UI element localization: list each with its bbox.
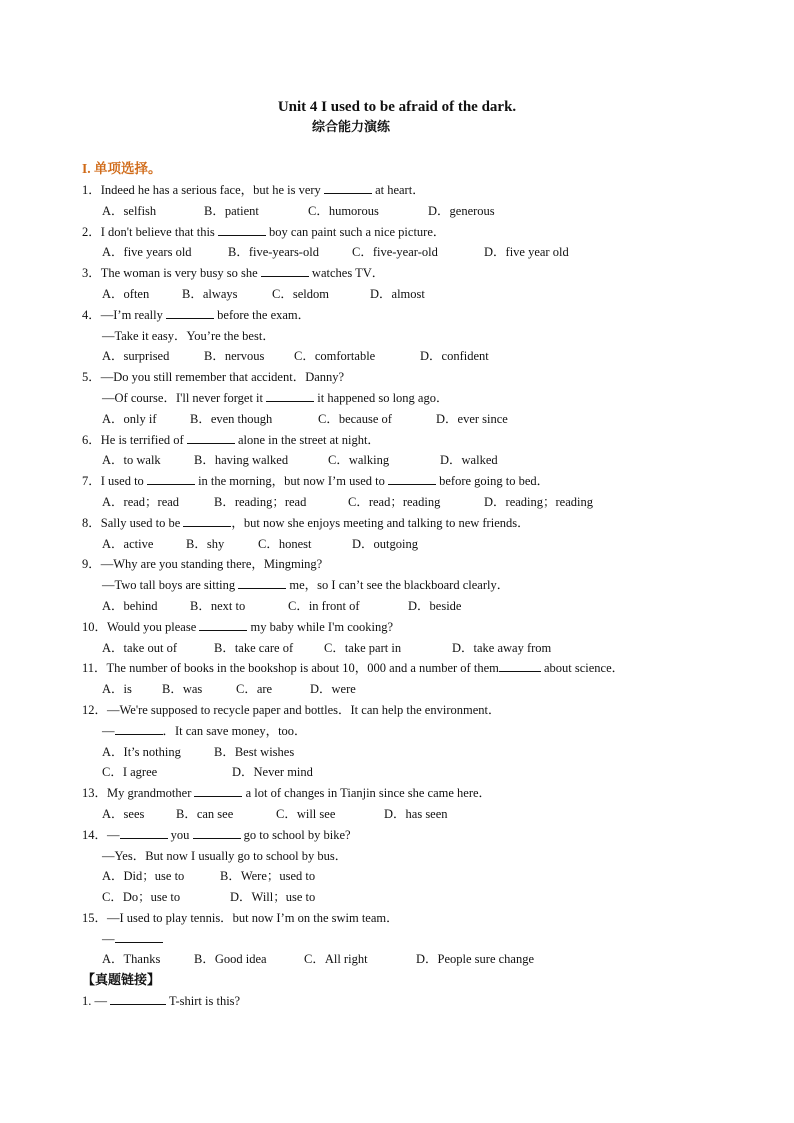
answer-blank [187, 430, 235, 444]
question-3: 3．The woman is very busy so she watches TV． [82, 263, 722, 284]
link-question-1: 1. — T-shirt is this? [82, 991, 722, 1012]
option-b: B．was [162, 682, 203, 697]
answer-blank [261, 263, 309, 277]
page-subtitle: 综合能力演练 [311, 119, 390, 134]
option-c: C．five-year-old [352, 245, 438, 260]
option-c: C．comfortable [294, 349, 376, 364]
option-b: B．take care of [214, 640, 294, 655]
option-a: A．Did；use to [102, 869, 185, 884]
option-c: C．read；reading [348, 494, 441, 509]
option-b: B．patient [204, 203, 259, 218]
option-a: A．take out of [102, 640, 177, 655]
answer-blank [147, 471, 195, 485]
page-title: Unit 4 I used to be afraid of the dark. [277, 99, 517, 115]
option-d: D．has seen [384, 806, 448, 821]
option-d: D．five year old [484, 245, 569, 260]
option-b: B．Were；used to [220, 869, 316, 884]
question-6: 6．He is terrified of alone in the street at night． [82, 430, 722, 451]
question-9: 9．—Why are you standing there，Mingming? [82, 557, 323, 572]
option-b: B．always [182, 286, 238, 301]
option-a: A．active [102, 536, 154, 551]
option-d: D．beside [408, 598, 462, 613]
answer-blank [238, 575, 286, 589]
question-10: 10．Would you please my baby while I'm cooking? [82, 617, 722, 638]
option-b: B．shy [186, 536, 225, 551]
answer-blank [115, 929, 163, 943]
section-heading: I. 单项选择。 [82, 161, 162, 176]
options-1 [82, 201, 722, 222]
option-c: C．take part in [324, 640, 402, 655]
option-c: C．are [236, 682, 273, 697]
answer-blank [115, 721, 163, 735]
option-a: A．only if [102, 411, 157, 426]
options-2 [82, 242, 722, 263]
option-b: B．next to [190, 598, 246, 613]
question-7: 7．I used to in the morning，but now I’m used to before going to bed． [82, 471, 722, 492]
question-list [82, 180, 722, 1012]
answer-blank [499, 658, 541, 672]
option-d: D．confident [420, 349, 489, 364]
options-8 [82, 534, 722, 555]
answer-blank [324, 180, 372, 194]
option-b: B．nervous [204, 349, 265, 364]
option-d: D．outgoing [352, 536, 418, 551]
option-c: C．humorous [308, 203, 379, 218]
answer-blank [194, 783, 242, 797]
question-5-response: —Of course．I'll never forget it it happened so long ago． [82, 388, 722, 409]
option-d: D．were [310, 682, 356, 697]
option-a: A．to walk [102, 453, 161, 468]
option-d: D．almost [370, 286, 425, 301]
option-b: B．reading；read [214, 494, 307, 509]
question-15-response: — [82, 929, 722, 950]
question-13: 13．My grandmother a lot of changes in Tianjin since she came here． [82, 783, 722, 804]
options-10 [82, 638, 722, 659]
option-a: A．It’s nothing [102, 744, 181, 759]
option-d: D．take away from [452, 640, 552, 655]
option-d: D．reading；reading [484, 494, 593, 509]
option-a: A．five years old [102, 245, 192, 260]
option-d: D．generous [428, 203, 495, 218]
answer-blank [266, 388, 314, 402]
option-a: A．sees [102, 806, 145, 821]
options-15 [82, 949, 722, 970]
question-8: 8．Sally used to be ，but now she enjoys meeting and talking to new friends． [82, 513, 722, 534]
option-a: A．often [102, 286, 150, 301]
option-d: D．People sure change [416, 952, 535, 967]
question-5: 5．—Do you still remember that accident．Danny? [82, 370, 345, 385]
option-b: B．five-years-old [228, 245, 319, 260]
option-b: B．Good idea [194, 952, 267, 967]
option-a: A．surprised [102, 349, 170, 364]
answer-blank [120, 825, 168, 839]
options-11 [82, 679, 722, 700]
option-c: C．in front of [288, 598, 360, 613]
option-a: A．behind [102, 598, 158, 613]
option-c: C．walking [328, 453, 390, 468]
option-d: D．Will；use to [230, 890, 316, 905]
options-7 [82, 492, 722, 513]
question-12: 12．—We're supposed to recycle paper and bottles．It can help the environment． [82, 702, 501, 717]
answer-blank [193, 825, 241, 839]
options-4 [82, 346, 722, 367]
option-b: B．Best wishes [214, 744, 295, 759]
option-d: D．walked [440, 453, 498, 468]
option-c: C．will see [276, 806, 336, 821]
option-b: B．can see [176, 806, 234, 821]
option-b: B．even though [190, 411, 273, 426]
question-14: 14．— you go to school by bike? [82, 825, 722, 846]
options-14-row1 [82, 866, 722, 887]
option-c: C．All right [304, 952, 368, 967]
question-15: 15．—I used to play tennis．but now I’m on the swim team． [82, 910, 399, 925]
question-12-response: — ．It can save money，too． [82, 721, 722, 742]
option-c: C．I agree [102, 765, 158, 780]
question-14-response: —Yes．But now I usually go to school by bus． [102, 848, 348, 863]
option-b: B．having walked [194, 453, 289, 468]
options-12-row2 [82, 762, 722, 783]
real-question-link-heading: 【真题链接】 [82, 972, 161, 988]
question-9-response: —Two tall boys are sitting me，so I can’t see the blackboard clearly． [82, 575, 722, 596]
option-c: C．Do；use to [102, 890, 181, 905]
answer-blank [199, 617, 247, 631]
options-3 [82, 284, 722, 305]
option-c: C．honest [258, 536, 312, 551]
question-1: 1．Indeed he has a serious face，but he is very at heart． [82, 180, 722, 201]
question-2: 2．I don't believe that this boy can paint such a nice picture． [82, 222, 722, 243]
answer-blank [110, 991, 166, 1005]
option-c: C．because of [318, 411, 392, 426]
answer-blank [388, 471, 436, 485]
answer-blank [166, 305, 214, 319]
question-4: 4．—I’m really before the exam． [82, 305, 722, 326]
question-11: 11．The number of books in the bookshop is about 10，000 and a number of them about science． [82, 658, 722, 679]
options-9 [82, 596, 722, 617]
options-6 [82, 450, 722, 471]
option-d: D．Never mind [232, 765, 313, 780]
options-12-row1 [82, 742, 722, 763]
option-a: A．selfish [102, 203, 157, 218]
options-5 [82, 409, 722, 430]
option-a: A．is [102, 682, 132, 697]
answer-blank [183, 513, 231, 527]
answer-blank [218, 222, 266, 236]
option-d: D．ever since [436, 411, 508, 426]
question-4-response: —Take it easy．You’re the best． [102, 328, 275, 343]
option-a: A．Thanks [102, 952, 161, 967]
option-c: C．seldom [272, 286, 329, 301]
option-a: A．read；read [102, 494, 180, 509]
options-13 [82, 804, 722, 825]
options-14-row2 [82, 887, 722, 908]
